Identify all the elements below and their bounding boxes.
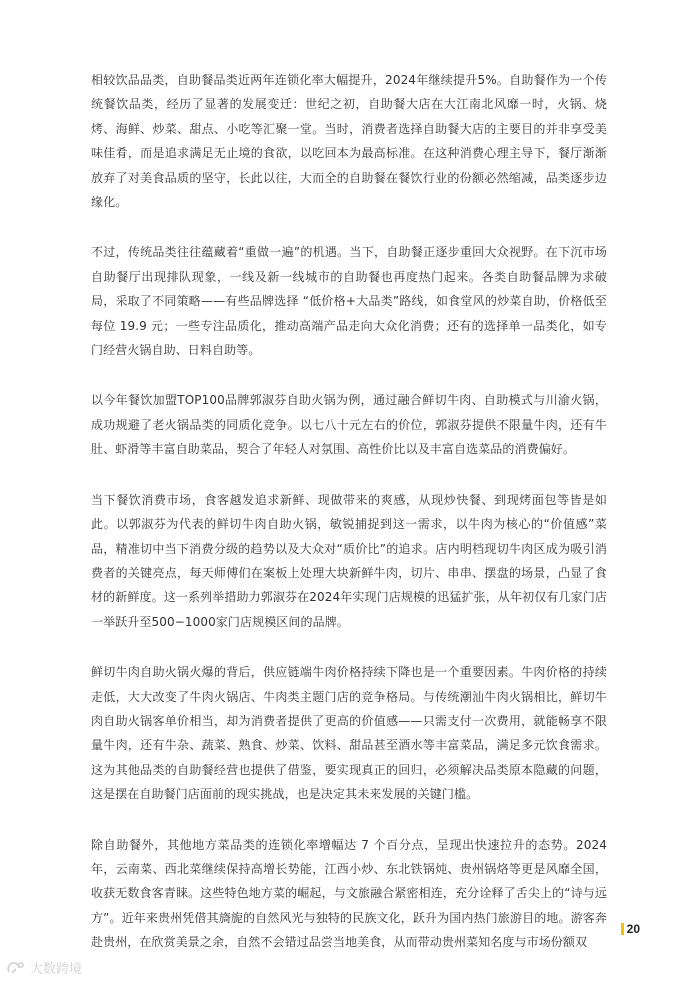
paragraph-1: 相较饮品品类，自助餐品类近两年连锁化率大幅提升，2024年继续提升5%。自助餐作为一个传统餐饮品类，经历了显著的发展变迁：世纪之初，自助餐大店在大江南北风靡一时，火锅、烧烤、海鲜、炒菜、甜点、小吃等汇聚一堂。当时，消费者选择自助餐大店的主要目的并非享受美味佳肴，而是追求满足无止境的食欲，以吃回本为最高标准。在这种消费心理主导下，餐厅渐渐放弃了对美食品质的坚守，长此以往，大而全的自助餐在餐饮行业的份额必然缩减，品类逐步边缘化。 [91,73,607,210]
report-body [91,68,607,981]
page-number-text: 20 [626,922,640,936]
paragraph-5: 鲜切牛肉自助火锅火爆的背后，供应链端牛肉价格持续下降也是一个重要因素。牛肉价格的持续走低，大大改变了牛肉火锅店、牛肉类主题门店的竞争格局。与传统潮汕牛肉火锅相比，鲜切牛肉自助火锅客单价相当，却为消费者提供了更高的价值感——只需支付一次费用，就能畅享不限量牛肉，还有牛杂、蔬菜、熟食、炒菜、饮料、甜品甚至酒水等丰富菜品，满足多元饮食需求。这为其他品类的自助餐经营也提供了借鉴，要实现真正的回归，必须解决品类原本隐藏的问题，这是摆在自助餐门店面前的现实挑战，也是决定其未来发展的关键门槛。 [91,665,607,802]
page-number [621,922,640,936]
watermark-logo-icon [6,960,26,976]
paragraph-4: 当下餐饮消费市场，食客越发追求新鲜、现做带来的爽感，从现炒快餐、到现烤面包等皆是如此。以郭淑芬为代表的鲜切牛肉自助火锅，敏锐捕捉到这一需求，以牛肉为核心的“价值感”菜品，精准切中当下消费分级的趋势以及大众对“质价比”的追求。店内明档现切牛肉区成为吸引消费者的关键亮点，每天师傅们在案板上处理大块新鲜牛肉，切片、串串、摆盘的场景，凸显了食材的新鲜度。这一系列举措助力郭淑芬在2024年实现门店规模的迅猛扩张，从年初仅有几家门店一举跃升至500−1000家门店规模区间的品牌。 [91,492,607,629]
watermark [6,958,82,977]
paragraph-6: 除自助餐外，其他地方菜品类的连锁化率增幅达 7 个百分点，呈现出快速拉升的态势。2024年，云南菜、西北菜继续保持高增长势能，江西小炒、东北铁锅炖、贵州锅烙等更是风靡全国，收获无数食客青睐。这些特色地方菜的崛起，与文旅融合紧密相连，充分诠释了舌尖上的“诗与远方”。近年来贵州凭借其旖旎的自然风光与独特的民族文化，跃升为国内热门旅游目的地。游客奔赴贵州，在欣赏美景之余，自然不会错过品尝当地美食，从而带动贵州菜知名度与市场份额双 [91,837,607,950]
watermark-text: 大数跨境 [30,962,83,977]
page-number-accent-bar [621,923,624,935]
paragraph-3: 以今年餐饮加盟TOP100品牌郭淑芬自助火锅为例，通过融合鲜切牛肉、自助模式与川渝火锅，成功规避了老火锅品类的同质化竞争。以七八十元左右的价位，郭淑芬提供不限量牛肉，还有牛肚、虾滑等丰富自助菜品，契合了年轻人对氛围、高性价比以及丰富自选菜品的消费偏好。 [91,393,607,457]
paragraph-2: 不过，传统品类往往蕴藏着“重做一遍”的机遇。当下，自助餐正逐步重回大众视野。在下沉市场自助餐厅出现排队现象，一线及新一线城市的自助餐也再度热门起来。各类自助餐品牌为求破局，采取了不同策略——有些品牌选择 “低价格+大品类”路线，如食堂风的炒菜自助，价格低至每位 19.9 元；一些专注品质化，推动高端产品走向大众化消费；还有的选择单一品类化，如专门经营火锅自助、日料自助等。 [91,245,607,358]
